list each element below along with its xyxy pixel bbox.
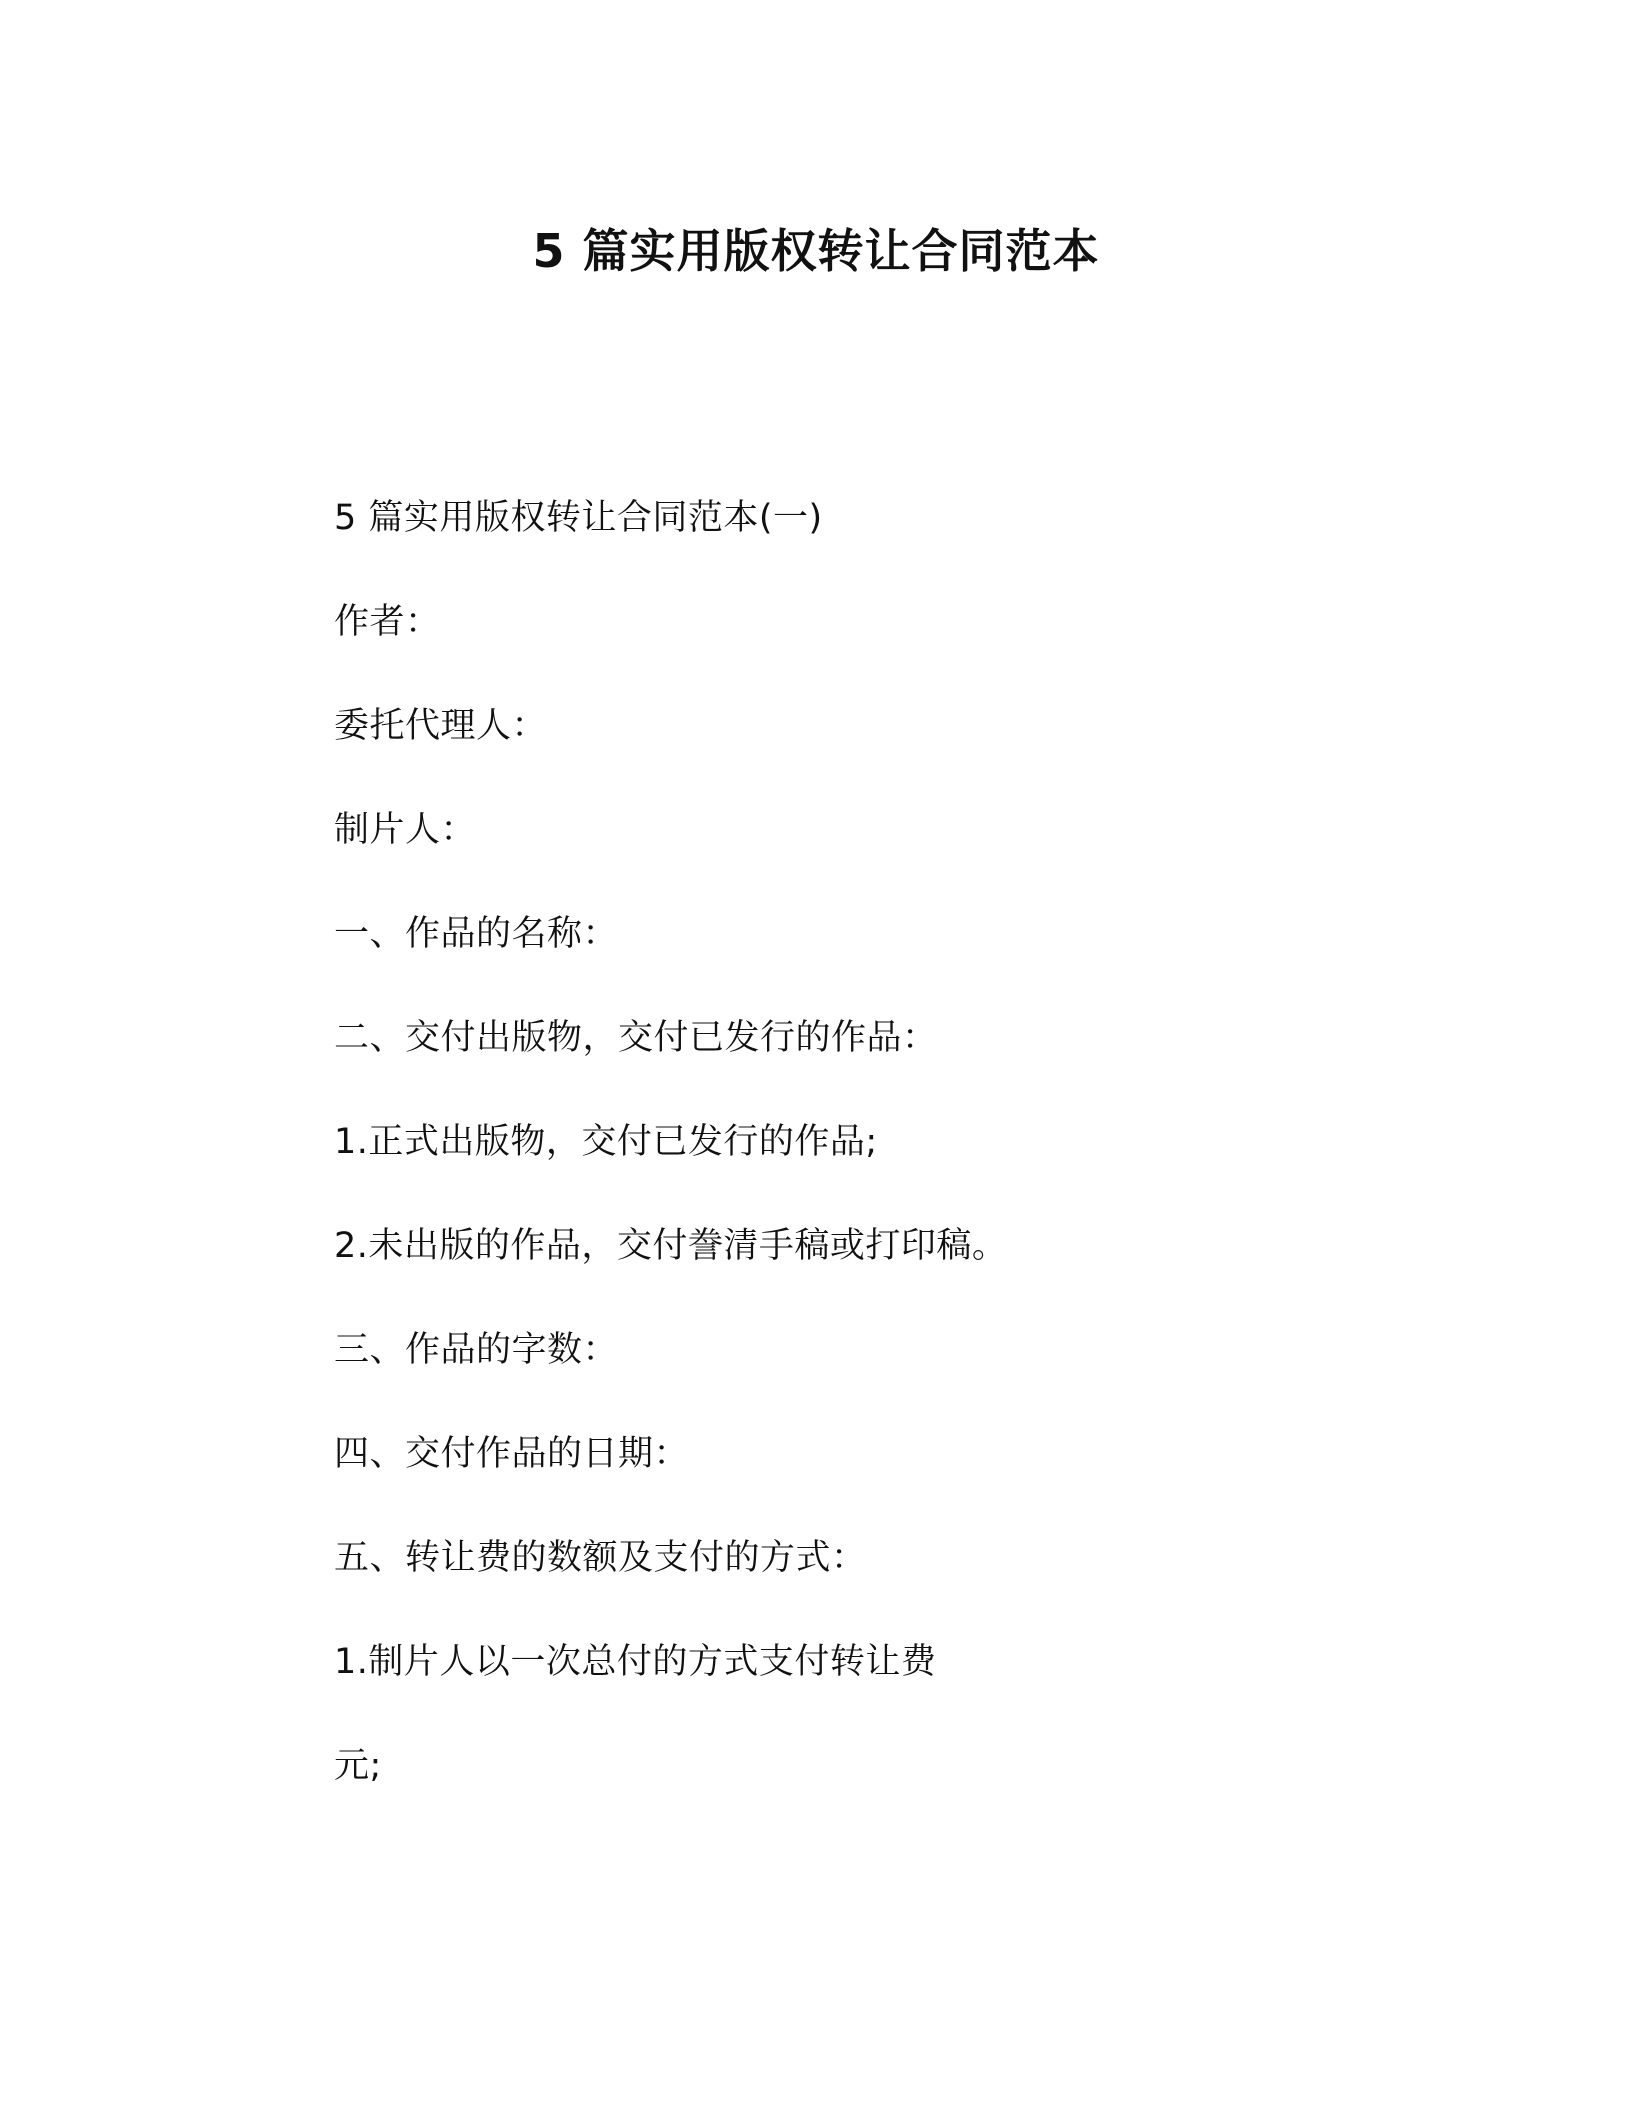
- clause-fee-item-1: 1.制片人以一次总付的方式支付转让费: [334, 1642, 937, 1682]
- producer-field: 制片人：: [334, 810, 477, 850]
- clause-work-name: 一、作品的名称：: [334, 914, 619, 954]
- subtitle-line: 5 篇实用版权转让合同范本(一): [334, 498, 823, 538]
- author-field: 作者：: [334, 602, 441, 642]
- clause-word-count: 三、作品的字数：: [334, 1330, 619, 1370]
- document-title: 5 篇实用版权转让合同范本: [532, 224, 1100, 278]
- clause-delivery: 二、交付出版物，交付已发行的作品：: [334, 1018, 938, 1058]
- agent-field: 委托代理人：: [334, 706, 548, 746]
- clause-delivery-item-2: 2.未出版的作品，交付誊清手稿或打印稿。: [334, 1226, 1008, 1266]
- clause-fee: 五、转让费的数额及支付的方式：: [334, 1538, 867, 1578]
- clause-fee-item-1-continued: 元;: [334, 1746, 382, 1786]
- document-body: [334, 490, 1514, 1842]
- clause-delivery-date: 四、交付作品的日期：: [334, 1434, 690, 1474]
- clause-delivery-item-1: 1.正式出版物，交付已发行的作品;: [334, 1122, 878, 1162]
